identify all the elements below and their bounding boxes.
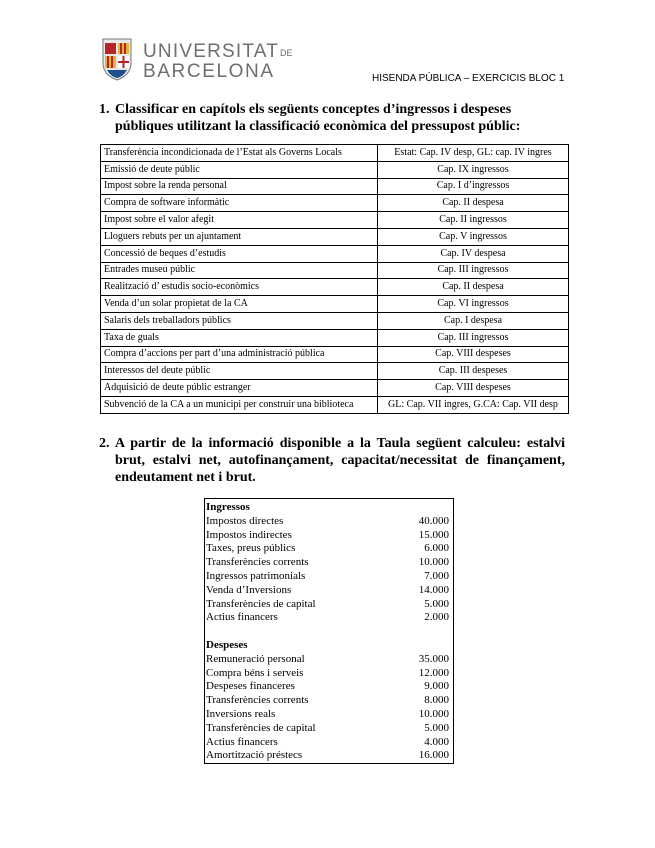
budget-row — [205, 707, 451, 721]
classification-cell: Cap. VIII despeses — [378, 346, 569, 363]
budget-value: 6.000 — [424, 542, 449, 555]
concept-cell: Adquisició de deute públic estranger — [101, 380, 378, 397]
budget-label: Transferències corrents — [206, 694, 309, 707]
classification-cell: Cap. II despesa — [378, 279, 569, 296]
budget-row — [205, 735, 451, 749]
budget-value: 10.000 — [418, 556, 449, 569]
table-row — [101, 380, 569, 397]
concept-cell: Impost sobre la renda personal — [101, 178, 378, 195]
table-row — [101, 228, 569, 245]
budget-row — [205, 569, 451, 583]
table-row — [101, 212, 569, 229]
concept-cell: Interessos del deute públic — [101, 363, 378, 380]
budget-label: Transferències de capital — [206, 721, 316, 734]
budget-value: 40.000 — [418, 514, 449, 527]
concept-cell: Impost sobre el valor afegit — [101, 212, 378, 229]
table-row — [101, 346, 569, 363]
budget-value: 12.000 — [418, 666, 449, 679]
classification-cell: Cap. IX ingressos — [378, 161, 569, 178]
table-row — [101, 161, 569, 178]
budget-row — [205, 610, 451, 624]
budget-label: Compra béns i serveis — [206, 666, 304, 679]
concept-cell: Taxa de guals — [101, 329, 378, 346]
budget-value: 14.000 — [418, 583, 449, 596]
budget-row — [205, 528, 451, 542]
budget-value: 5.000 — [424, 721, 449, 734]
question-2-number: 2. — [99, 436, 110, 451]
table-row — [101, 245, 569, 262]
budget-label: Ingressos patrimonials — [206, 570, 306, 582]
classification-cell: Cap. IV despesa — [378, 245, 569, 262]
budget-row — [205, 693, 451, 707]
table-row — [101, 279, 569, 296]
budget-label: Impostos directes — [206, 514, 284, 527]
budget-label: Taxes, preus públics — [206, 542, 296, 555]
classification-table — [100, 144, 569, 414]
budget-row — [205, 666, 451, 680]
question-1-text: Classificar en capítols els següents conceptes d’ingressos i despeses públiques utilitzant la classificació econòmica del pressupost públic: — [115, 102, 521, 134]
budget-value: 7.000 — [424, 570, 449, 582]
table-row — [101, 363, 569, 380]
classification-cell: Cap. I d’ingressos — [378, 178, 569, 195]
budget-value: 35.000 — [418, 652, 449, 665]
budget-row — [205, 514, 451, 528]
table-row — [101, 178, 569, 195]
classification-cell: Cap. VI ingressos — [378, 296, 569, 313]
concept-cell: Emissió de deute públic — [101, 161, 378, 178]
budget-row — [205, 721, 451, 735]
table-row — [101, 312, 569, 329]
concept-cell: Entrades museu públic — [101, 262, 378, 279]
budget-label: Amortització préstecs — [206, 749, 303, 762]
classification-cell: Cap. III ingressos — [378, 329, 569, 346]
budget-label: Inversions reals — [206, 708, 276, 720]
logo-wordmark-line2: BARCELONA — [143, 61, 275, 82]
table-row — [101, 262, 569, 279]
budget-row — [205, 541, 451, 555]
concept-cell: Realització d’ estudis socio-econòmics — [101, 279, 378, 296]
concept-cell: Venda d’un solar propietat de la CA — [101, 296, 378, 313]
concept-cell: Salaris dels treballadors públics — [101, 312, 378, 329]
question-2-text: A partir de la informació disponible a la Taula següent calculeu: estalvi brut, estalvi net, autofinançament, capacitat/necessitat de finançament, endeutament net i brut. — [115, 436, 565, 485]
university-logo — [101, 37, 293, 85]
classification-cell: Cap. III despeses — [378, 363, 569, 380]
concept-cell: Transferència incondicionada de l’Estat als Governs Locals — [101, 145, 378, 162]
table-row — [101, 145, 569, 162]
budget-row — [205, 679, 451, 693]
budget-label: Impostos indirectes — [206, 528, 292, 541]
budget-row — [205, 555, 451, 569]
budget-value: 16.000 — [418, 749, 449, 762]
budget-label: Venda d’Inversions — [206, 583, 292, 596]
classification-cell: Cap. V ingressos — [378, 228, 569, 245]
budget-label: Actius financers — [206, 735, 278, 748]
classification-cell: Cap. VIII despeses — [378, 380, 569, 397]
budget-value: 9.000 — [424, 680, 449, 693]
budget-value: 5.000 — [424, 597, 449, 610]
table-row — [101, 329, 569, 346]
concept-cell: Concessió de beques d’estudis — [101, 245, 378, 262]
classification-cell: Estat: Cap. IV desp, GL: cap. IV ingres — [378, 145, 569, 162]
concept-cell: Compra d’accions per part d’una administració pública — [101, 346, 378, 363]
classification-cell: Cap. I despesa — [378, 312, 569, 329]
table-row — [101, 195, 569, 212]
budget-table — [204, 498, 454, 764]
classification-cell: Cap. II ingressos — [378, 212, 569, 229]
income-heading-label: Ingressos — [206, 501, 250, 513]
budget-value: 8.000 — [424, 694, 449, 707]
income-heading — [205, 500, 451, 514]
budget-value: 15.000 — [418, 528, 449, 541]
concept-cell: Compra de software informàtic — [101, 195, 378, 212]
budget-value: 10.000 — [418, 708, 449, 720]
concept-cell: Lloguers rebuts per un ajuntament — [101, 228, 378, 245]
budget-row — [205, 652, 451, 666]
budget-value: 4.000 — [424, 735, 449, 748]
university-shield-icon — [101, 37, 133, 81]
question-1-number: 1. — [99, 102, 110, 117]
concept-cell: Subvenció de la CA a un municipi per construir una biblioteca — [101, 396, 378, 413]
classification-cell: Cap. II despesa — [378, 195, 569, 212]
budget-row — [205, 597, 451, 611]
table-row — [101, 296, 569, 313]
budget-row — [205, 748, 451, 762]
budget-label: Transferències corrents — [206, 556, 309, 569]
budget-row — [205, 583, 451, 597]
table-row — [101, 396, 569, 413]
classification-cell: GL: Cap. VII ingres, G.CA: Cap. VII desp — [378, 396, 569, 413]
logo-wordmark-line1: UNIVERSITATDE — [143, 41, 293, 62]
budget-label: Despeses financeres — [206, 680, 295, 693]
budget-label: Actius financers — [206, 611, 278, 624]
budget-label: Transferències de capital — [206, 597, 316, 610]
expenses-heading-label: Despeses — [206, 639, 248, 651]
course-title: HISENDA PÚBLICA – EXERCICIS BLOC 1 — [372, 73, 565, 84]
budget-value: 2.000 — [424, 611, 449, 624]
classification-cell: Cap. III ingressos — [378, 262, 569, 279]
expenses-heading — [205, 638, 451, 652]
budget-label: Remuneració personal — [206, 652, 305, 665]
